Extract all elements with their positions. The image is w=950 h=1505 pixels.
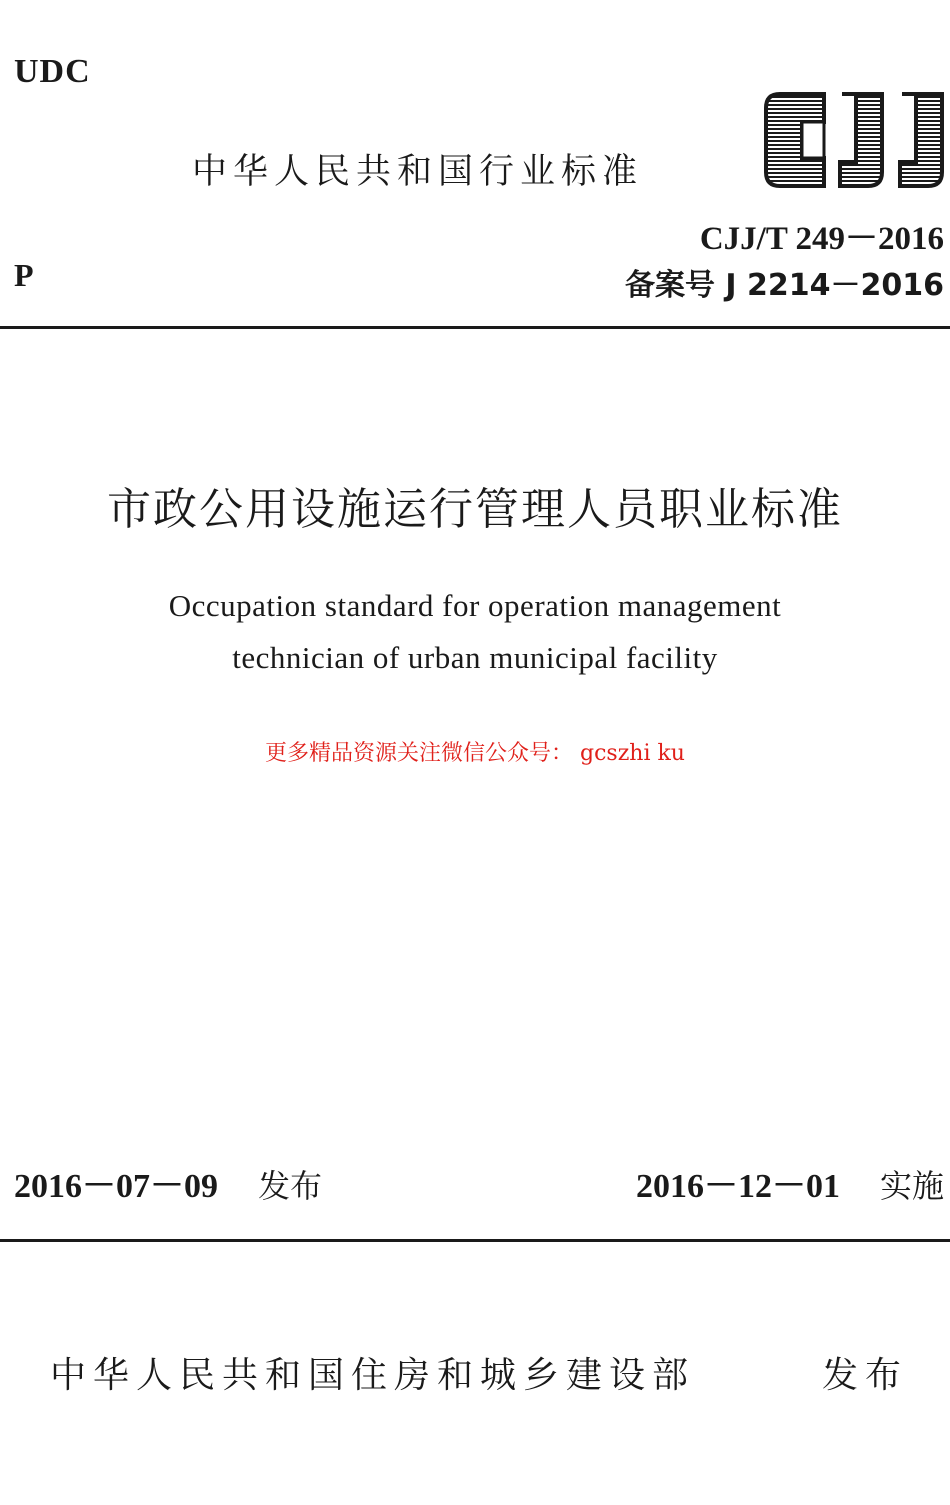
cjj-logo [762,88,948,192]
publisher: 中华人民共和国住房和城乡建设部 [50,1355,696,1396]
title-english-line-1: Occupation standard for operation management [168,588,782,623]
standard-category: 中华人民共和国行业标准 [192,152,644,192]
title-english [0,580,950,684]
udc-label: UDC [14,53,91,90]
top-divider [0,326,950,329]
publish-verb: 发布 [822,1355,909,1396]
bottom-divider [0,1239,950,1242]
issue-date: 2016－07－09 [14,1168,218,1205]
record-number: 备案号 J 2214－2016 [624,268,944,303]
title-chinese: 市政公用设施运行管理人员职业标准 [107,484,843,535]
implementation-date-row [636,1164,944,1209]
standard-number: CJJ/T 249－2016 [699,221,944,257]
implementation-verb: 实施 [879,1167,944,1205]
issue-date-row [14,1164,322,1209]
implementation-date: 2016－12－01 [635,1168,840,1205]
classification-label: P [14,257,34,293]
promo-note: 更多精品资源关注微信公众号： gcszhi ku [265,741,685,766]
title-english-line-2: technician of urban municipal facility [232,640,718,675]
cjj-logo-text: CJJ [855,192,857,193]
issue-verb: 发布 [258,1167,323,1205]
